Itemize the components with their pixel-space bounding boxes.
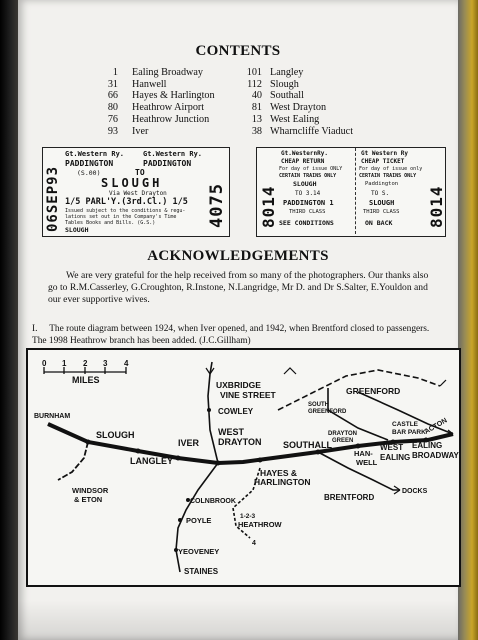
station-label: UXBRIDGE [216, 380, 261, 390]
contents-row: 112 Slough [247, 78, 299, 90]
arrow-icon [440, 380, 446, 386]
station-label: GREEN [332, 438, 354, 444]
contents-row: 1 Ealing Broadway [112, 67, 204, 78]
ticket-number: 4075 [207, 183, 227, 228]
ticket-paddington-slough: 06SEP93 Gt.Western Ry. Gt.Western Ry. PADDINGTON PADDINGTON (S.00) TO SLOUGH Via West Drayton 1/5 PARL'Y.(3rd.Cl.) 1/5 Issued subject to the conditions & regu- lations set out in the Company's Time Tables Books and Bills. (G.S.) SLOUGH 4075 [42, 147, 230, 237]
station-label: DOCKS [402, 488, 428, 495]
contents-row: 101 Langley [246, 67, 304, 78]
contents-row: 38 Wharncliffe Viaduct [251, 125, 354, 137]
station-label: HAYES & [260, 468, 298, 478]
contents-row: 31 Hanwell [107, 78, 167, 90]
station-label: GREENFORD [346, 386, 401, 396]
scale-tick: 0 [42, 359, 47, 368]
station-label: EALING [380, 453, 411, 462]
acknowledgements-heading: ACKNOWLEDGEMENTS [147, 248, 329, 264]
station-label: BROADWAY [412, 451, 459, 460]
station-label: HEATHROW [238, 520, 282, 529]
station-label: IVER [178, 438, 200, 448]
station-label: HARLINGTON [254, 477, 311, 487]
uxbridge-branch [208, 362, 218, 463]
station-label: STAINES [184, 567, 219, 576]
ticket-date: 06SEP93 [45, 165, 61, 232]
scale-tick: 1 [62, 359, 67, 368]
contents-right-column [234, 67, 353, 137]
contents-row: 40 Southall [251, 90, 304, 102]
station-label: WEST [380, 443, 404, 452]
scale-unit: MILES [72, 375, 100, 385]
map-caption: I. The route diagram between 1924, when Iver opened, and 1942, when Brentford closed to passengers. The 1998 Heathrow branch has been added. (J.C.Gillham) [32, 324, 430, 346]
ticket-slough-paddington-return: 8014 Gt.WesternRy. CHEAP RETURN For day of issue ONLY CERTAIN TRAINS ONLY SLOUGH TO 3.14 PADDINGTON 1 THIRD CLASS SEE CONDITIONS Gt Western Ry CHEAP TICKET For day of issue only CERTAIN TRAINS ONLY Paddington TO S. SLOUGH THIRD CLASS ON BACK 8014 [256, 147, 446, 237]
station-label: EALING [412, 441, 443, 450]
scale-tick: 3 [103, 359, 108, 368]
contents-row: 93 Iver [107, 125, 149, 137]
windsor-branch [58, 442, 88, 480]
acknowledgements-text: We are very grateful for the help received from so many of the photographers. Our thanks also go to R.M.Casserley, G.Croughton, R.Instone, N.Langridge, Mr D. and Dr S.Salter, E.Youldon and our ever supportive wives. [48, 270, 429, 305]
contents-row: 13 West Ealing [251, 113, 320, 125]
route-diagram [26, 348, 461, 587]
station-label: CASTLE [392, 421, 418, 428]
ticket-perforation [355, 148, 357, 234]
station-label: COWLEY [218, 407, 254, 416]
station-label: 4 [252, 540, 256, 547]
station-label: & ETON [74, 495, 103, 504]
station-label: BRENTFORD [324, 493, 375, 502]
station-label: WINDSOR [72, 486, 109, 495]
station-label: YEOVENEY [178, 547, 220, 556]
station-label: SOUTH [308, 402, 329, 408]
page-edge [458, 0, 478, 640]
station-label: DRAYTON [218, 437, 262, 447]
contents-row: 66 Hayes & Harlington [107, 90, 215, 102]
station-label: 1-2-3 [240, 513, 256, 520]
station-label: HAN- [354, 449, 373, 458]
book-page [18, 0, 458, 640]
station-label: SLOUGH [96, 430, 135, 440]
burnham-line [48, 424, 74, 436]
route-map-svg [28, 350, 459, 585]
station-label: COLNBROOK [190, 498, 236, 505]
contents-left-column [90, 67, 215, 137]
contents-row: 76 Heathrow Junction [107, 113, 210, 125]
arrow-icon [284, 368, 296, 374]
book-gutter [0, 0, 18, 640]
ticket-number-right: 8014 [427, 185, 446, 228]
scale-bar [44, 367, 126, 374]
contents-row: 81 West Drayton [251, 102, 327, 114]
station-label: LANGLEY [130, 456, 174, 466]
station-label: GREENFORD [308, 409, 347, 415]
contents-row: 80 Heathrow Airport [107, 102, 205, 114]
station-label: BAR PARK [392, 429, 426, 436]
station-label: ACTON [423, 417, 449, 436]
scale-tick: 2 [83, 359, 88, 368]
station-label: DRAYTON [328, 431, 358, 437]
scale-tick: 4 [124, 359, 129, 368]
station-label: WEST [218, 427, 244, 437]
contents-heading: CONTENTS [195, 43, 281, 59]
station-label: POYLE [186, 516, 212, 525]
station-label: VINE STREET [220, 390, 276, 400]
page-shadow [18, 600, 458, 640]
station-label: BURNHAM [34, 413, 71, 420]
station-label: WELL [356, 458, 378, 467]
station-label: SOUTHALL [283, 440, 332, 450]
ticket-number-left: 8014 [259, 185, 278, 228]
